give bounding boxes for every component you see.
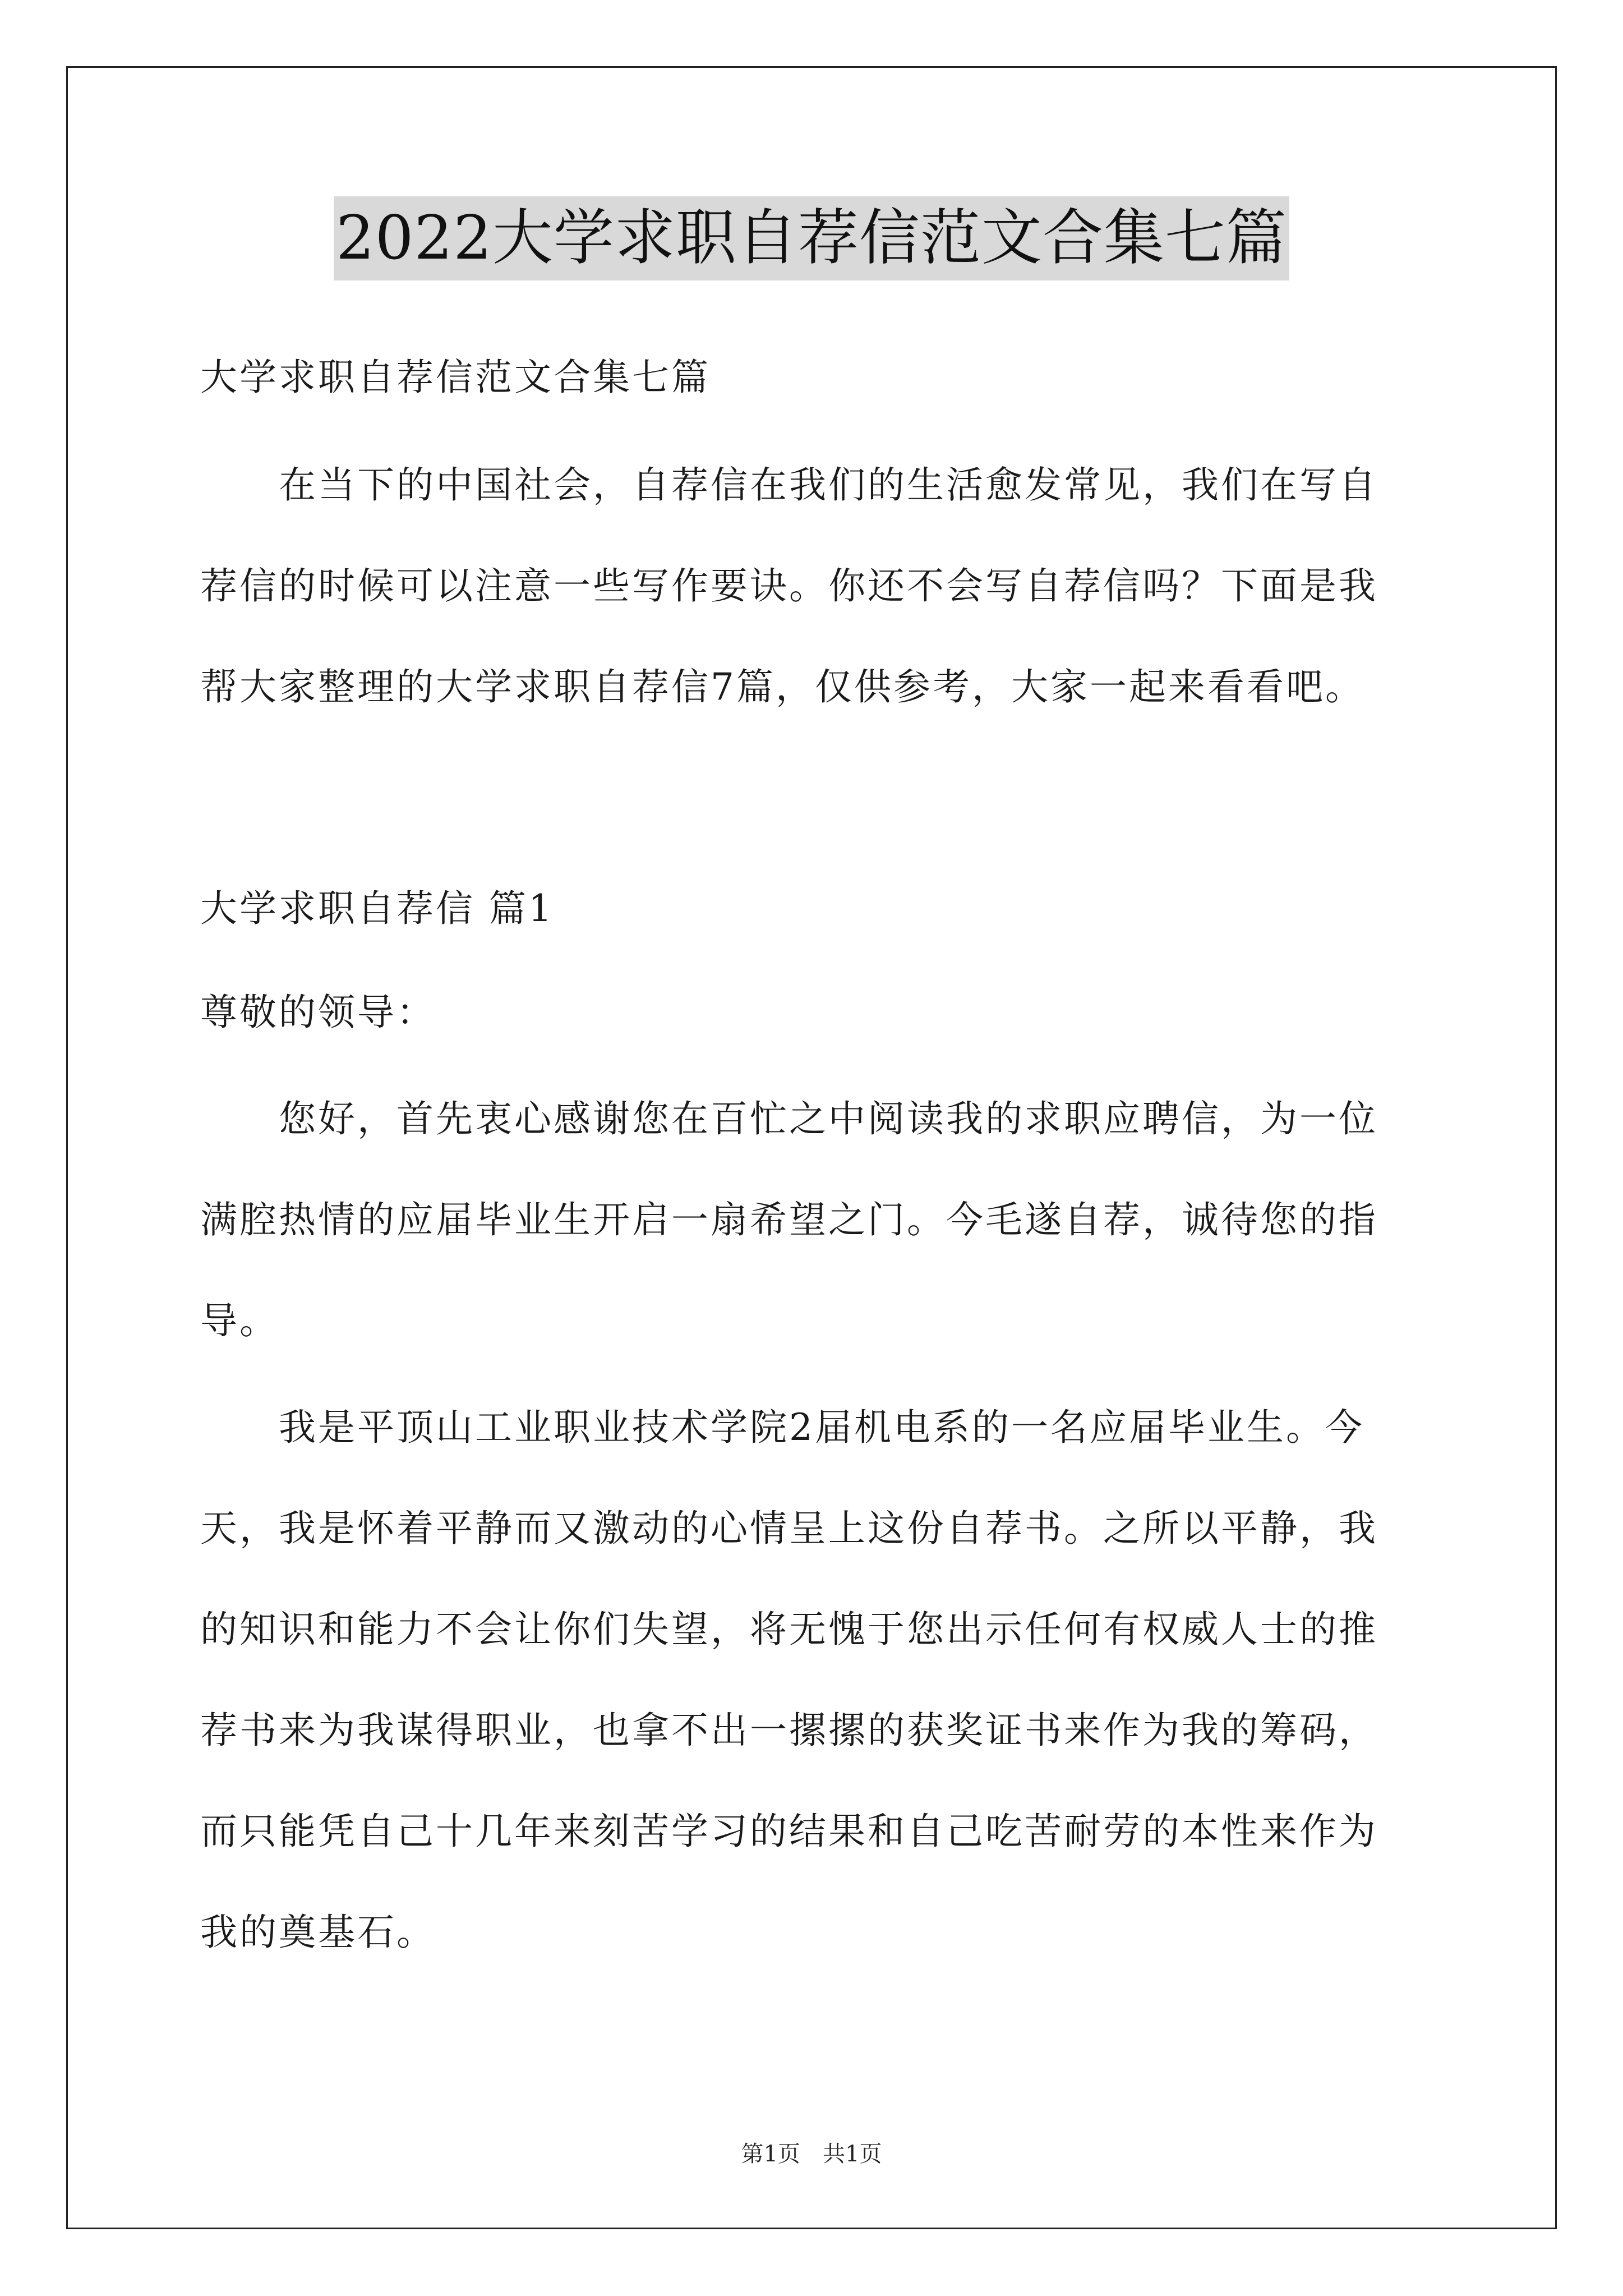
page-number: 第1页 共1页 [741, 2141, 882, 2167]
document-title: 2022大学求职自荐信范文合集七篇 [334, 196, 1289, 280]
paragraph-line: 荐信的时候可以注意一些写作要诀。你还不会写自荐信吗？下面是我 [200, 564, 1378, 608]
paragraph-line: 在当下的中国社会，自荐信在我们的生活愈发常见，我们在写自 [200, 463, 1378, 507]
page-footer [0, 2137, 1623, 2171]
paragraph-line: 的知识和能力不会让你们失望，将无愧于您出示任何有权威人士的推 [200, 1608, 1378, 1651]
paragraph-line: 我是平顶山工业职业技术学院2届机电系的一名应届毕业生。今 [200, 1406, 1364, 1449]
paragraph-line: 我的奠基石。 [200, 1911, 436, 1954]
section-heading: 大学求职自荐信 篇1 [200, 887, 554, 930]
subtitle-line: 大学求职自荐信范文合集七篇 [200, 356, 711, 399]
paragraph-line: 荐书来为我谋得职业，也拿不出一摞摞的获奖证书来作为我的筹码， [200, 1709, 1378, 1752]
paragraph-line: 导。 [200, 1299, 279, 1342]
salutation: 尊敬的领导： [200, 991, 436, 1034]
paragraph-line: 您好，首先衷心感谢您在百忙之中阅读我的求职应聘信，为一位 [200, 1097, 1378, 1140]
paragraph-line: 帮大家整理的大学求职自荐信7篇，仅供参考，大家一起来看看吧。 [200, 665, 1364, 708]
title-container [0, 196, 1623, 280]
paragraph-line: 满腔热情的应届毕业生开启一扇希望之门。今毛遂自荐，诚待您的指 [200, 1198, 1378, 1241]
paragraph-line: 天，我是怀着平静而又激动的心情呈上这份自荐书。之所以平静，我 [200, 1507, 1378, 1550]
paragraph-line: 而只能凭自己十几年来刻苦学习的结果和自己吃苦耐劳的本性来作为 [200, 1810, 1378, 1853]
